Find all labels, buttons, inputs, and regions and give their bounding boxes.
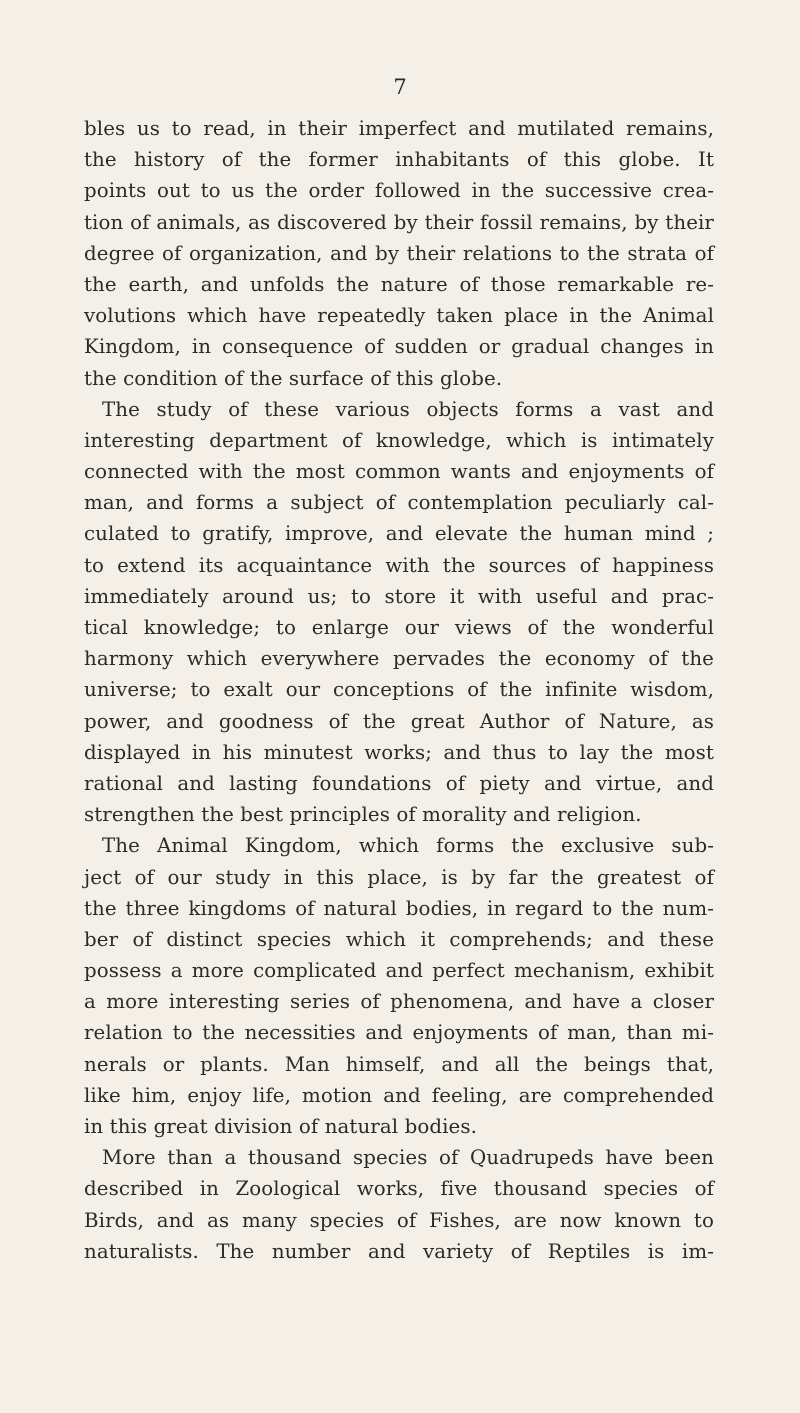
text-line: possess a more complicated and perfect mechanism, exhibit — [84, 959, 714, 983]
text-line: described in Zoological works, five thousand species of — [84, 1177, 714, 1201]
text-line: to extend its acquaintance with the sources of happiness — [84, 553, 714, 577]
text-line: tion of animals, as discovered by their fossil remains, by their — [84, 210, 714, 234]
text-line: the condition of the surface of this globe. — [84, 366, 503, 390]
text-line: connected with the most common wants and enjoyments of — [84, 460, 714, 484]
text-line: relation to the necessities and enjoyments of man, than mi- — [84, 1021, 714, 1045]
text-line: degree of organization, and by their relations to the strata of — [84, 241, 714, 265]
text-line: in this great division of natural bodies. — [84, 1115, 477, 1138]
text-line: the three kingdoms of natural bodies, in regard to the num- — [84, 896, 714, 920]
text-line: ject of our study in this place, is by far the greatest of — [84, 865, 714, 889]
text-line: the history of the former inhabitants of this globe. It — [84, 148, 714, 172]
text-line: universe; to exalt our conceptions of the infinite wisdom, — [84, 678, 714, 702]
text-line: a more interesting series of phenomena, and have a closer — [84, 990, 714, 1014]
text-line: power, and goodness of the great Author of Nature, as — [84, 709, 714, 733]
text-line: nerals or plants. Man himself, and all the beings that, — [84, 1052, 714, 1076]
text-line: naturalists. The number and variety of Reptiles is im- — [84, 1239, 714, 1263]
page-body-text — [84, 113, 714, 1267]
text-line: Birds, and as many species of Fishes, are now known to — [84, 1208, 714, 1232]
text-line: displayed in his minutest works; and thus to lay the most — [84, 740, 714, 764]
text-line: The Animal Kingdom, which forms the exclusive sub- — [102, 834, 714, 858]
text-line: strengthen the best principles of morality and religion. — [84, 803, 642, 827]
text-line: volutions which have repeatedly taken place in the Animal — [84, 304, 714, 328]
text-line: like him, enjoy life, motion and feeling, are comprehended — [84, 1083, 714, 1107]
text-line: rational and lasting foundations of piety and virtue, and — [84, 771, 714, 795]
text-line: The study of these various objects forms a vast and — [102, 397, 714, 421]
text-line: ber of distinct species which it comprehends; and these — [84, 927, 714, 951]
text-line: the earth, and unfolds the nature of those remarkable re- — [84, 272, 714, 296]
text-line: immediately around us; to store it with useful and prac- — [84, 584, 714, 608]
text-line: man, and forms a subject of contemplation peculiarly cal- — [84, 491, 714, 515]
text-line: tical knowledge; to enlarge our views of the wonderful — [84, 616, 714, 639]
text-line: points out to us the order followed in the successive crea- — [84, 179, 714, 203]
text-line: interesting department of knowledge, which is intimately — [84, 428, 714, 452]
text-line: More than a thousand species of Quadrupeds have been — [102, 1146, 714, 1170]
page-number: 7 — [393, 75, 407, 99]
text-line: culated to gratify, improve, and elevate the human mind ; — [84, 522, 714, 546]
text-line: harmony which everywhere pervades the economy of the — [84, 647, 714, 671]
text-line: Kingdom, in consequence of sudden or gradual changes in — [84, 335, 714, 359]
text-line: bles us to read, in their imperfect and mutilated remains, — [84, 117, 714, 140]
